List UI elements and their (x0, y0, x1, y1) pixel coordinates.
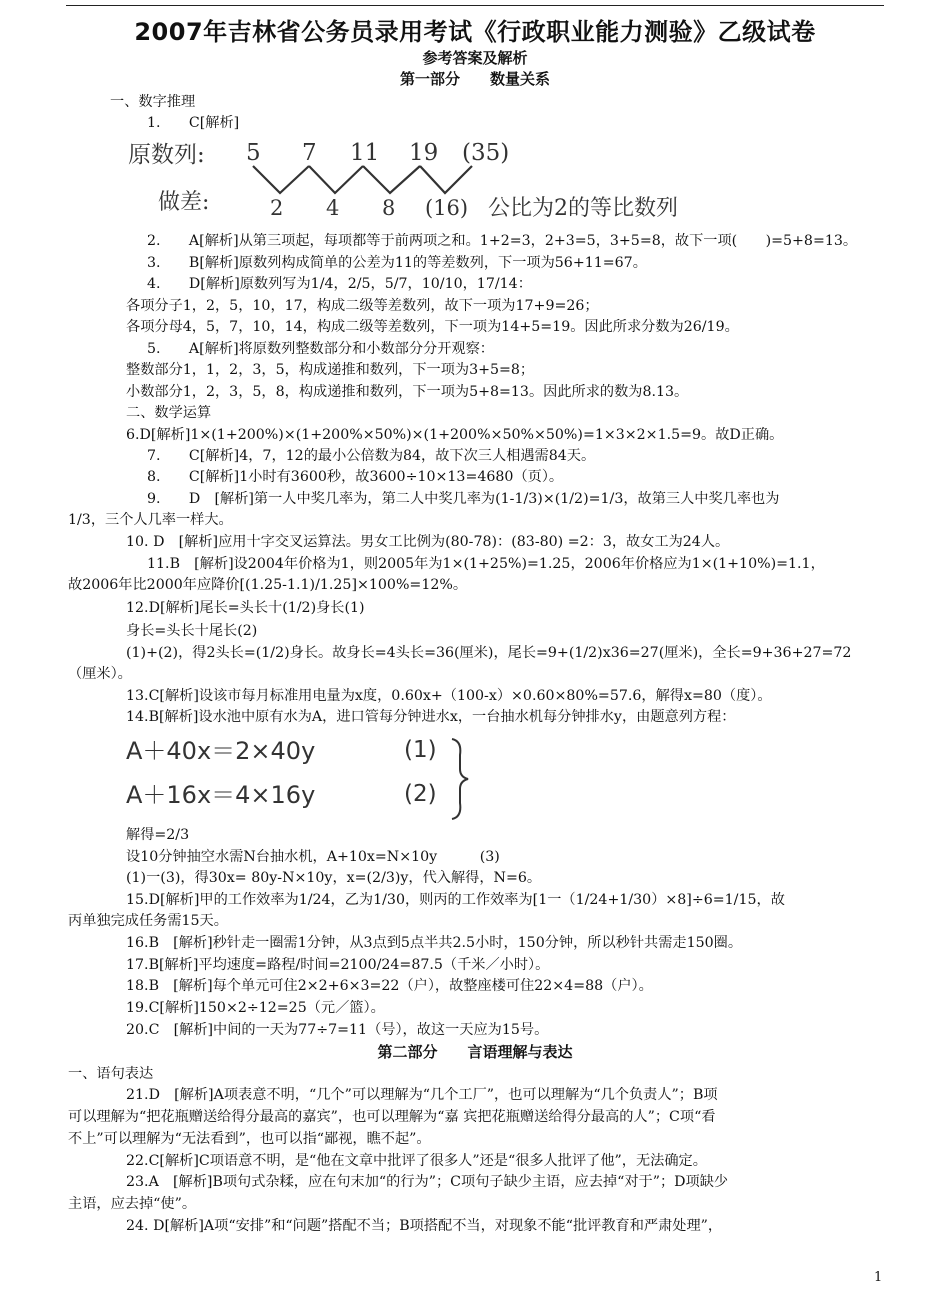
text-line: 各项分母4，5，7，10，14，构成二级等差数列，下一项为14+5=19。因此所求分数为26/19。 (126, 319, 739, 335)
text-line: 不上”可以理解为“无法看到”，也可以指“鄙视，瞧不起”。 (68, 1131, 431, 1147)
text-line: 设10分钟抽空水需N台抽水机，A+10x=N×10y (3) (126, 849, 500, 865)
text-line: 1/3，三个人几率一样大。 (68, 512, 233, 528)
fig1-diff: 2 (270, 196, 284, 220)
fig1-row1-label: 原数列: (128, 142, 205, 168)
fig1-row2-label: 做差: (158, 190, 210, 215)
text-line: 16.B [解析]秒针走一圈需1分钟，从3点到5点半共2.5小时，150分钟，所以秒针共需走150圈。 (126, 935, 743, 951)
fig1-value: 11 (350, 140, 380, 166)
fig1-note: 公比为2的等比数列 (488, 196, 678, 221)
text-line: 故2006年比2000年应降价[(1.25-1.1)/1.25]×100%=12%。 (68, 577, 468, 593)
text-line: 22.C[解析]C项语意不明，是“他在文章中批评了很多人”还是“很多人批评了他”，无法确定。 (126, 1153, 707, 1169)
top-rule (66, 5, 884, 6)
text-line: 21.D [解析]A项表意不明，“几个”可以理解为“几个工厂”，也可以理解为“几个负责人”；B项 (126, 1087, 718, 1103)
text-line: 可以理解为“把花瓶赠送给得分最高的嘉宾”，也可以理解为“嘉 宾把花瓶赠送给得分最高的人”；C项“看 (68, 1109, 716, 1125)
text-line: 主语，应去掉“使”。 (68, 1196, 197, 1212)
text-line: 身长=头长十尾长(2) (126, 623, 258, 639)
equation-1: A＋40x＝2×40y (126, 737, 316, 765)
part1-heading: 第一部分 数量关系 (399, 70, 550, 88)
text-line: 丙单独完成任务需15天。 (68, 913, 228, 929)
text-line: 解得=2/3 (126, 827, 190, 843)
text-line: 12.D[解析]尾长=头长十(1/2)身长(1) (126, 600, 365, 616)
text-line: 一、数字推理 (110, 94, 196, 110)
equation-2-tag: (2) (404, 781, 437, 807)
text-line: 6.D[解析]1×(1+200%)×(1+200%×50%)×(1+200%×50%×50%)=1×3×2×1.5=9。故D正确。 (126, 427, 784, 443)
text-line: 10. D [解析]应用十字交叉运算法。男女工比例为(80-78)：(83-80) =2：3，故女工为24人。 (126, 534, 730, 550)
text-line: 11.B [解析]设2004年价格为1，则2005年为1×(1+25%)=1.25，2006年价格应为1×(1+10%)=1.1， (147, 556, 825, 572)
text-line: (1)+(2)，得2头长=(1/2)身长。故身长=4头长=36(厘米)，尾长=9+(1/2)x36=27(厘米)，全长=9+36+27=72 (126, 645, 852, 661)
text-line: 3. B[解析]原数列构成简单的公差为11的等差数列，下一项为56+11=67。 (147, 255, 647, 271)
text-line: 5. A[解析]将原数列整数部分和小数部分分开观察： (147, 341, 494, 357)
text-line: 二、数学运算 (126, 405, 212, 421)
fig1-value: 19 (409, 140, 439, 166)
subtitle: 参考答案及解析 (422, 49, 528, 67)
text-line: 4. D[解析]原数列写为1/4，2/5，5/7，10/10，17/14： (147, 276, 532, 292)
fig1-value: 5 (246, 140, 261, 166)
text-line: 19.C[解析]150×2÷12=25（元／篮）。 (126, 1000, 385, 1016)
text-line: 13.C[解析]设该市每月标准用电量为x度，0.60x+（100-x）×0.60×80%=57.6，解得x=80（度）。 (126, 688, 772, 704)
text-line: 23.A [解析]B项句式杂糅，应在句末加“的行为”；C项句子缺少主语，应去掉“对于”；D项缺少 (126, 1174, 729, 1190)
text-line: 小数部分1，2，3，5，8，构成递推和数列，下一项为5+8=13。因此所求的数为8.13。 (126, 384, 689, 400)
page-number: 1 (874, 1270, 883, 1285)
text-line: （厘米）。 (68, 666, 132, 682)
text-line: 9. D [解析]第一人中奖几率为，第二人中奖几率为(1-1/3)×(1/2)=1/3，故第三人中奖几率也为 (147, 491, 780, 507)
equation-2: A＋16x＝4×16y (126, 781, 316, 809)
text-line: 2. A[解析]从第三项起，每项都等于前两项之和。1+2=3，2+3=5，3+5=8，故下一项( )=5+8=13。 (147, 233, 858, 249)
text-line: 7. C[解析]4，7，12的最小公倍数为84，故下次三人相遇需84天。 (147, 448, 596, 464)
text-line: 15.D[解析]甲的工作效率为1/24，乙为1/30，则丙的工作效率为[1一（1/24+1/30）×8]÷6=1/15，故 (126, 892, 785, 908)
fig1-value: (35) (462, 140, 510, 166)
fig1-diff: (16) (425, 196, 469, 220)
equation-1-tag: (1) (404, 737, 437, 763)
text-line: 8. C[解析]1小时有3600秒，故3600÷10×13=4680（页）。 (147, 469, 564, 485)
text-line: 一、语句表达 (68, 1066, 154, 1082)
fig1-diff: 8 (382, 196, 396, 220)
fig1-value: 7 (302, 140, 317, 166)
part2-heading: 第二部分 言语理解与表达 (377, 1043, 573, 1061)
text-line: 整数部分1，1，2，3，5，构成递推和数列，下一项为3+5=8； (126, 362, 535, 378)
fig1-diff: 4 (326, 196, 340, 220)
page-title: 2007年吉林省公务员录用考试《行政职业能力测验》乙级试卷 (134, 18, 816, 46)
text-line: (1)一(3)，得30x= 80y-N×10y，x=(2/3)y，代入解得，N=6。 (126, 870, 542, 886)
right-brace (452, 739, 468, 819)
equation-system-figure (122, 733, 482, 825)
text-line: 17.B[解析]平均速度=路程/时间=2100/24=87.5（千米／小时）。 (126, 957, 550, 973)
text-line: 24. D[解析]A项“安排”和“问题”搭配不当；B项搭配不当，对现象不能“批评教育和严肃处理”， (126, 1218, 723, 1234)
sequence-difference-figure (120, 133, 740, 223)
fig1-v-connectors (253, 166, 472, 193)
text-line: 各项分子1，2，5，10，17，构成二级等差数列，故下一项为17+9=26； (126, 298, 599, 314)
text-line: 20.C [解析]中间的一天为77÷7=11（号），故这一天应为15号。 (126, 1022, 549, 1038)
text-line: 18.B [解析]每个单元可住2×2+6×3=22（户），故整座楼可住22×4=88（户）。 (126, 978, 653, 994)
text-line: 1. C[解析] (147, 115, 240, 131)
text-line: 14.B[解析]设水池中原有水为A，进口管每分钟进水x，一台抽水机每分钟排水y，由题意列方程： (126, 709, 736, 725)
